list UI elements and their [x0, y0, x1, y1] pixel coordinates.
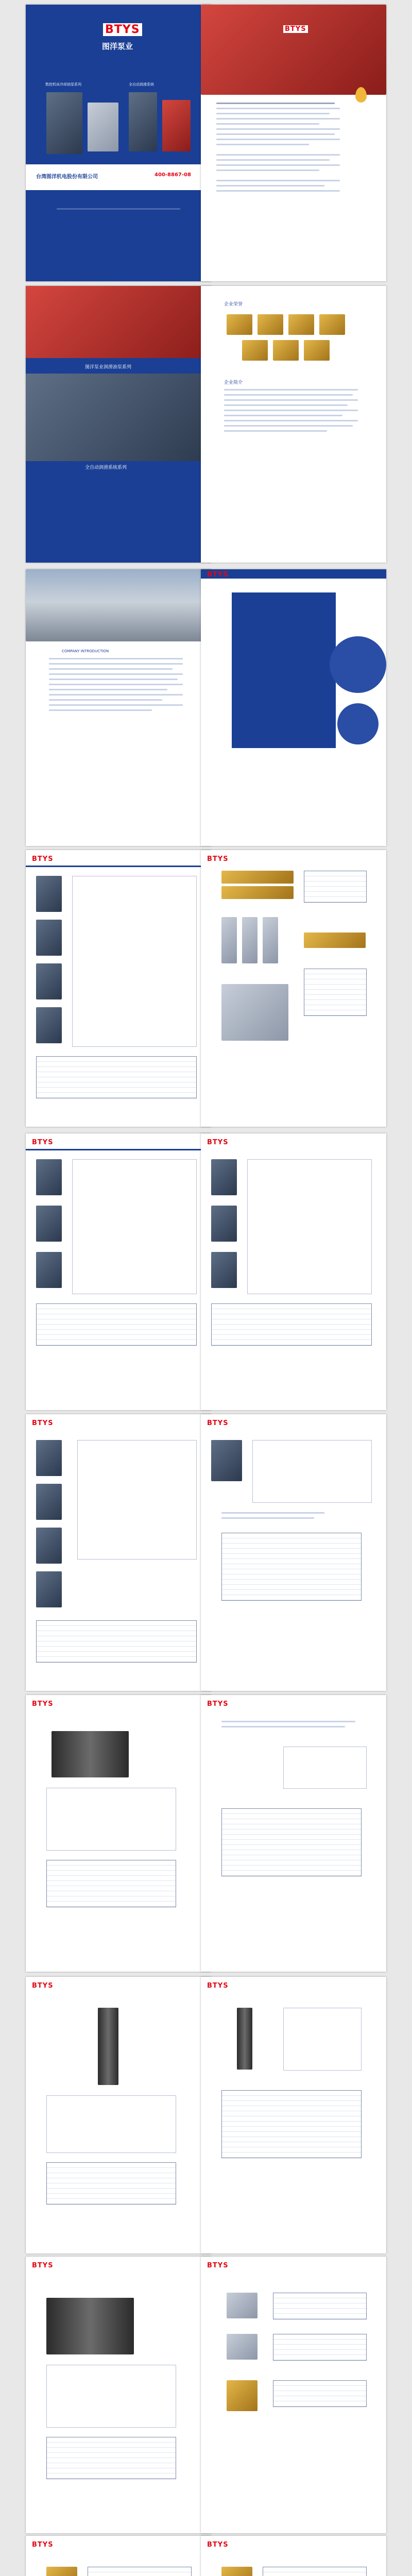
- page-6-contents: [201, 569, 386, 846]
- spec-table: [46, 1860, 176, 1907]
- product-page: [26, 2257, 211, 2533]
- gear-icon: [330, 636, 386, 693]
- page-logo: BTYS: [32, 1700, 54, 1708]
- coolant-pump-photo: [98, 2008, 118, 2085]
- page-logo: BTYS: [32, 855, 54, 863]
- diagram: [72, 876, 197, 1047]
- spec-table: [273, 2334, 367, 2361]
- pump-photo: [36, 1252, 62, 1288]
- certificate-image: [227, 314, 252, 335]
- pump-photo: [211, 1252, 237, 1288]
- motor-pump-photo: [46, 2298, 134, 2354]
- oil-drop-icon: [355, 87, 367, 103]
- page-logo: BTYS: [207, 2541, 229, 2549]
- page-logo: BTYS: [283, 25, 308, 33]
- intro-heading: 企业简介: [224, 380, 243, 385]
- pump-photo: [36, 1440, 62, 1476]
- part-photo: [227, 2380, 258, 2411]
- spec-table: [304, 871, 367, 903]
- product-page: [201, 1977, 386, 2253]
- fitting-photo: [46, 2567, 77, 2576]
- product-page: [201, 2536, 386, 2576]
- spec-table: [221, 1533, 362, 1601]
- part-photo: [227, 2334, 258, 2360]
- fitting-photo: [304, 933, 366, 948]
- diagram: [77, 1440, 197, 1560]
- page-logo: BTYS: [32, 1982, 54, 1990]
- product-page: [26, 1133, 211, 1410]
- spec-table: [273, 2380, 367, 2407]
- product-page: [26, 850, 211, 1127]
- cover-tag-left: 数控机床冷却油泵系列: [45, 82, 81, 87]
- gear-icon: [337, 703, 379, 744]
- product-page: [201, 1695, 386, 1972]
- spec-table: [88, 2567, 192, 2576]
- page-logo: BTYS: [207, 571, 229, 579]
- product-page: [201, 1414, 386, 1691]
- page-cover: [26, 5, 211, 281]
- spec-table: [36, 1056, 197, 1098]
- page-5: [26, 569, 211, 846]
- pump-photo: [36, 963, 62, 999]
- spec-table: [273, 2293, 367, 2319]
- certificate-image: [304, 340, 330, 361]
- page-logo: BTYS: [207, 1700, 229, 1708]
- curve-chart: [46, 1788, 176, 1851]
- cover-footer: [26, 164, 211, 190]
- page-logo: BTYS: [32, 1419, 54, 1427]
- cover-pump-image: [46, 92, 82, 154]
- page-logo: BTYS: [207, 855, 229, 863]
- pump-photo: [36, 1528, 62, 1564]
- product-page: [26, 1414, 211, 1691]
- spec-table: [263, 2567, 367, 2576]
- cover-tag-right: 全自动润滑系统: [129, 82, 154, 87]
- cover-pump-image: [88, 103, 118, 151]
- page-logo: BTYS: [207, 1139, 229, 1146]
- spec-table: [221, 2090, 362, 2158]
- page-logo: BTYS: [32, 2541, 54, 2549]
- distributor-photo: [221, 871, 294, 884]
- page-logo: BTYS: [207, 1419, 229, 1427]
- product-page: [26, 1977, 211, 2253]
- curve-chart: [46, 2365, 176, 2428]
- coolant-pump-photo: [237, 2008, 252, 2070]
- spec-table: [36, 1303, 197, 1346]
- cover-pump-image: [162, 100, 191, 151]
- building-photo: [26, 569, 211, 641]
- page-4: [201, 286, 386, 563]
- diagram: [283, 1747, 367, 1789]
- part-photo: [221, 917, 237, 963]
- page-logo: BTYS: [207, 1982, 229, 1990]
- pump-photo: [211, 1159, 237, 1195]
- pump-photo: [36, 1007, 62, 1043]
- spec-table: [46, 2437, 176, 2479]
- spec-table: [46, 2162, 176, 2205]
- cover-logo: BTYS: [103, 23, 142, 36]
- certificate-image: [288, 314, 314, 335]
- factory-photo: [201, 5, 386, 95]
- spec-table: [211, 1303, 372, 1346]
- page-logo: BTYS: [32, 2262, 54, 2269]
- part-photo: [263, 917, 278, 963]
- pump-photo: [211, 1440, 242, 1481]
- motor-pump-photo: [52, 1731, 129, 1777]
- page-2: [201, 5, 386, 281]
- pump-photo: [36, 1571, 62, 1607]
- pump-photo: [36, 1484, 62, 1520]
- diagram: [247, 1159, 372, 1294]
- fitting-photo: [221, 2567, 252, 2576]
- certificate-image: [273, 340, 299, 361]
- cover-footnote: [57, 208, 180, 210]
- product-page: [201, 2257, 386, 2533]
- cert-heading: 企业荣誉: [224, 302, 243, 307]
- part-photo: [242, 917, 258, 963]
- lineup-photo: [26, 286, 211, 358]
- contents-panel: [232, 592, 336, 748]
- page-3: [26, 286, 211, 563]
- curve-chart: [46, 2095, 176, 2153]
- page-logo: BTYS: [32, 1139, 54, 1146]
- page-3-title-1: 图洋泵业润滑油泵系列: [85, 365, 132, 370]
- certificate-image: [258, 314, 283, 335]
- distributor-photo: [221, 886, 294, 899]
- part-photo: [227, 2293, 258, 2318]
- product-page: [201, 850, 386, 1127]
- diagram: [72, 1159, 197, 1294]
- pump-photo: [36, 920, 62, 956]
- pump-photo: [36, 1159, 62, 1195]
- intro-en-heading: COMPANY INTRODUCTION: [62, 649, 109, 653]
- cover-pump-image: [129, 92, 157, 151]
- product-grid-photo: [26, 374, 211, 461]
- diagram: [252, 1440, 372, 1503]
- cover-phone: 400-8867-08: [154, 172, 191, 178]
- cover-company: 台湾图洋机电股份有限公司: [36, 174, 98, 180]
- pump-photo: [211, 1206, 237, 1242]
- spec-table: [36, 1620, 197, 1663]
- certificate-image: [242, 340, 268, 361]
- pump-photo: [36, 876, 62, 912]
- certificate-image: [319, 314, 345, 335]
- page-logo: BTYS: [207, 2262, 229, 2269]
- page-3-title-2: 全自动润滑系统系列: [85, 465, 127, 470]
- product-page: [26, 2536, 211, 2576]
- diagram: [283, 2008, 362, 2071]
- product-page: [26, 1695, 211, 1972]
- cover-brand-name: 图洋泵业: [102, 42, 133, 51]
- product-page: [201, 1133, 386, 1410]
- spec-table: [221, 1808, 362, 1876]
- spec-table: [304, 969, 367, 1016]
- pump-photo: [36, 1206, 62, 1242]
- part-photo: [221, 984, 288, 1041]
